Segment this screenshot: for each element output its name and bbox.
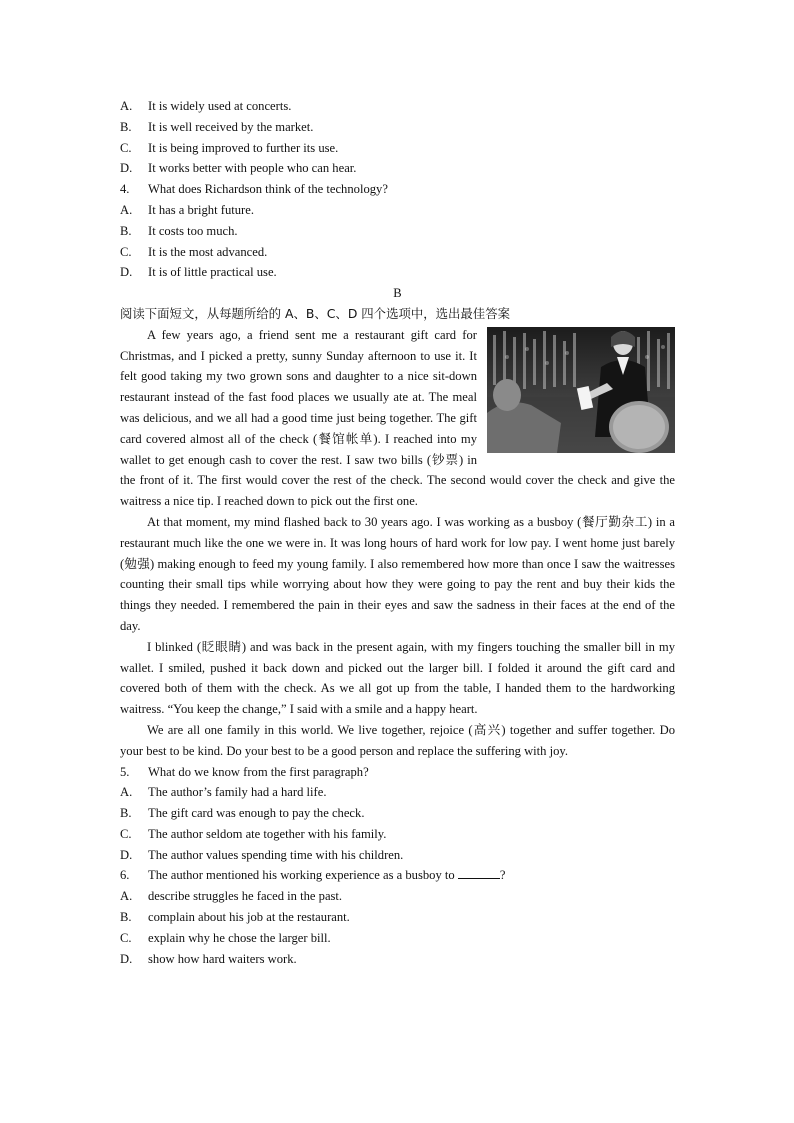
option-b: B. complain about his job at the restaurant. <box>120 910 350 925</box>
restaurant-photo <box>487 327 675 453</box>
instruction: 阅读下面短文，从每题所给的 A、B、C、D 四个选项中，选出最佳答案 <box>120 305 510 321</box>
passage <box>120 325 675 762</box>
waitress-image <box>487 327 675 453</box>
option-b: B. It costs too much. <box>120 223 238 238</box>
option-c: C. It is the most advanced. <box>120 244 268 259</box>
option-d: D. It works better with people who can hear. <box>120 161 357 176</box>
paragraph-1: A few years ago, a friend sent me a restaurant gift card for Christmas, and I picked a pretty, sunny Sunday afternoon to use it. It felt good taking my two grown sons and daughter to a nice sit-down restaurant instead of the fast food places we usually ate at. The meal was delicious, and we all had a good time just being together. The gift card covered almost all of the check (餐馆帐单). I reached into my wallet to get enough cash to cover the rest. I saw two bills (钞票) in the front of it. The first would cover the rest of the check. The second would cover the check and give the waitress a nice tip. I reached down to pick out the first one. <box>120 327 675 509</box>
question-4-options <box>120 200 675 283</box>
option-c: C. The author seldom ate together with his family. <box>120 826 387 841</box>
paragraph-3: I blinked (眨眼睛) and was back in the present again, with my fingers touching the smaller bill in my wallet. I smiled, pushed it back down and picked out the larger bill. I folded it around the gift card and covered both of them with the check. As we all got up from the table, I handed them to the hardworking waitress. “You keep the change,” I said with a smile and a happy heart. <box>120 639 675 717</box>
paragraph-4: We are all one family in this world. We live together, rejoice (高兴) together and suffer together. Do your best to be kind. Do your best to be a good person and replace the suffering with joy. <box>120 722 675 758</box>
option-d: D. It is of little practical use. <box>120 265 277 280</box>
option-b: B. It is well received by the market. <box>120 119 314 134</box>
paragraph-2: At that moment, my mind flashed back to 30 years ago. I was working as a busboy (餐厅勤杂工) in a restaurant much like the one we were in. It was long hours of hard work for low pay. I went home just barely (勉强) making enough to feed my young family. I also remembered how more than once I saw the waitresses counting their small tips while worrying about how they were going to pay the rent and buy their kids the things they needed. I remembered the pain in their eyes and saw the sadness in their faces at the end of the day. <box>120 514 675 633</box>
option-d: D. show how hard waiters work. <box>120 951 297 966</box>
option-a: A. The author’s family had a hard life. <box>120 785 327 800</box>
option-c: C. explain why he chose the larger bill. <box>120 930 331 945</box>
question-5: 5. What do we know from the first paragraph? <box>120 764 369 779</box>
option-a: A. It is widely used at concerts. <box>120 99 292 113</box>
question-3-options <box>120 96 675 179</box>
question-4: 4. What does Richardson think of the technology? <box>120 182 388 197</box>
option-d: D. The author values spending time with his children. <box>120 847 404 862</box>
question-6-options <box>120 886 675 969</box>
worksheet <box>120 96 675 969</box>
option-a: A. It has a bright future. <box>120 202 254 217</box>
option-c: C. It is being improved to further its use. <box>120 140 339 155</box>
section-heading: B <box>393 286 402 301</box>
question-6: 6. The author mentioned his working experience as a busboy to ? <box>120 868 506 883</box>
question-5-options <box>120 782 675 865</box>
answer-blank <box>458 866 500 879</box>
option-a: A. describe struggles he faced in the past. <box>120 889 343 904</box>
option-b: B. The gift card was enough to pay the check. <box>120 806 365 821</box>
